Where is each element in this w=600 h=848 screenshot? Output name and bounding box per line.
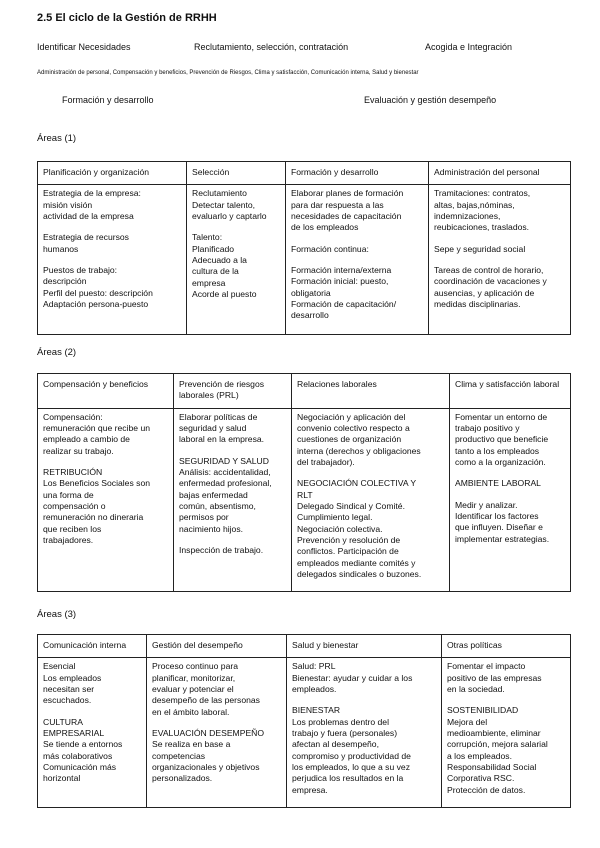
column-header: Compensación y beneficios [38, 374, 174, 409]
table-cell [286, 185, 429, 335]
areas-table-3 [37, 634, 571, 808]
table-cell [292, 408, 450, 591]
column-header: Prevención de riesgos laborales (PRL) [174, 374, 292, 409]
text-line: obligatoria [291, 287, 331, 298]
text-line: Acorde al puesto [192, 289, 257, 300]
text-line: desempeño de las personas [152, 695, 260, 706]
text-line: los empleados, lo que a su vez [292, 762, 410, 773]
text-line: en la sociedad. [447, 684, 505, 695]
text-line: Planificado [192, 243, 235, 254]
table-cell [287, 658, 442, 808]
text-line: positivo de las empresas [447, 672, 542, 683]
text-line: seguridad y salud [179, 423, 247, 434]
text-line: trabajo positivo y [455, 423, 520, 434]
column-header: Formación y desarrollo [286, 162, 429, 185]
text-line: Tramitaciones: contratos, [434, 188, 531, 199]
text-line: Se tiende a entornos [43, 739, 123, 750]
text-line: permisos por [179, 512, 229, 523]
text-line: Adecuado a la [192, 255, 247, 266]
text-line: Salud: PRL [292, 661, 336, 672]
text-line: empresa. [292, 784, 328, 795]
text-line: descripción [43, 276, 87, 287]
text-line: compromiso y productividad de [292, 750, 411, 761]
table-cell [147, 658, 287, 808]
text-line: una forma de [43, 489, 94, 500]
text-line: NEGOCIACIÓN COLECTIVA Y [297, 478, 417, 489]
text-line: más colaborativos [43, 750, 113, 761]
text-line: común, absentismo, [179, 501, 256, 512]
text-line: organizacionales y objetivos [152, 762, 260, 773]
text-line: empleados mediante comités y [297, 557, 416, 568]
areas-table-2 [37, 373, 571, 592]
text-line: tanto a los empleados [455, 445, 540, 456]
text-line: misión visión [43, 199, 93, 210]
column-header: Administración del personal [429, 162, 571, 185]
text-line: Puestos de trabajo: [43, 265, 118, 276]
text-line: convenio colectivo respecto a [297, 423, 410, 434]
text-line: necesitan ser [43, 684, 95, 695]
text-line: Formación inicial: puesto, [291, 276, 389, 287]
table-cell [38, 185, 187, 335]
text-line: Análisis: accidentalidad, [179, 467, 271, 478]
column-header: Gestión del desempeño [147, 635, 287, 658]
text-line: trabajadores. [43, 535, 94, 546]
text-line: Comunicación más [43, 762, 117, 773]
text-line: cuestiones de organización [297, 434, 402, 445]
text-line: horizontal [43, 773, 81, 784]
text-line: Identificar los factores [455, 511, 539, 522]
section-label: Áreas (3) [37, 609, 77, 620]
text-line: interna (derechos y obligaciones [297, 445, 421, 456]
text-line: coordinación de vacaciones y [434, 276, 547, 287]
text-line: personalizados. [152, 773, 213, 784]
column-header: Otras políticas [442, 635, 571, 658]
text-line: Cumplimiento legal. [297, 512, 373, 523]
text-line: EMPRESARIAL [43, 728, 105, 739]
text-line: Medir y analizar. [455, 499, 518, 510]
text-line: remuneración que recibe un [43, 423, 151, 434]
page-title: 2.5 El ciclo de la Gestión de RRHH [37, 12, 217, 24]
table-cell [187, 185, 286, 335]
column-header: Clima y satisfacción laboral [450, 374, 571, 409]
text-line: nacimiento hijos. [179, 523, 244, 534]
text-line: SOSTENIBILIDAD [447, 705, 519, 716]
text-line: desarrollo [291, 310, 329, 321]
text-line: evaluar y potenciar el [152, 684, 234, 695]
text-line: a los empleados. [447, 750, 512, 761]
cycle-step: Evaluación y gestión desempeño [364, 95, 497, 105]
text-line: EVALUACIÓN DESEMPEÑO [152, 728, 265, 739]
text-line: productivo que beneficie [455, 434, 549, 445]
text-line: Se realiza en base a [152, 739, 231, 750]
text-line: Responsabilidad Social [447, 762, 537, 773]
text-line: Elaborar planes de formación [291, 188, 404, 199]
text-line: Estrategia de la empresa: [43, 188, 141, 199]
text-line: Reclutamiento [192, 188, 247, 199]
table-cell [38, 658, 147, 808]
text-line: corrupción, mejora salarial [447, 739, 548, 750]
text-line: que reciben los [43, 523, 102, 534]
text-line: Fomentar un entorno de [455, 411, 548, 422]
text-line: Elaborar políticas de [179, 411, 258, 422]
text-line: RLT [297, 489, 313, 500]
text-line: Prevención y resolución de [297, 535, 401, 546]
text-line: SEGURIDAD Y SALUD [179, 455, 269, 466]
text-line: Esencial [43, 661, 76, 672]
text-line: Corporativa RSC. [447, 773, 515, 784]
table-cell [450, 408, 571, 591]
text-line: que influyen. Diseñar e [455, 522, 543, 533]
section-label: Áreas (1) [37, 133, 77, 144]
text-line: Mejora del [447, 716, 488, 727]
text-line: Negociación colectiva. [297, 523, 383, 534]
text-line: altas, bajas,nóminas, [434, 199, 515, 210]
text-line: Talento: [192, 232, 223, 243]
text-line: Tareas de control de horario, [434, 265, 544, 276]
text-line: como a la organización. [455, 457, 546, 468]
text-line: en el ámbito laboral. [152, 706, 230, 717]
text-line: enfermedad profesional, [179, 478, 272, 489]
column-header: Salud y bienestar [287, 635, 442, 658]
text-line: laboral en la empresa. [179, 434, 265, 445]
text-line: para dar respuesta a las [291, 199, 384, 210]
text-line: empleados. [292, 684, 337, 695]
section-label: Áreas (2) [37, 347, 77, 358]
text-line: escuchados. [43, 695, 92, 706]
text-line: Formación continua: [291, 243, 369, 254]
text-line: afectan al desempeño, [292, 739, 379, 750]
text-line: Los Beneficios Sociales son [43, 478, 151, 489]
text-line: empresa [192, 277, 226, 288]
table-cell [429, 185, 571, 335]
text-line: CULTURA [43, 716, 83, 727]
text-line: Proceso continuo para [152, 661, 238, 672]
cycle-step: Identificar Necesidades [37, 42, 131, 52]
text-line: trabajo y fuera (personales) [292, 728, 398, 739]
text-line: actividad de la empresa [43, 211, 134, 222]
areas-table-1 [37, 161, 571, 335]
text-line: remuneración no dineraria [43, 512, 144, 523]
text-line: RETRIBUCIÓN [43, 467, 103, 478]
text-line: delegados sindicales o buzones. [297, 569, 422, 580]
column-header: Selección [187, 162, 286, 185]
text-line: bajas enfermedad [179, 489, 248, 500]
text-line: conflictos. Participación de [297, 546, 399, 557]
text-line: Compensación: [43, 411, 103, 422]
text-line: medioambiente, eliminar [447, 728, 541, 739]
text-line: BIENESTAR [292, 705, 341, 716]
text-line: Negociación y aplicación del [297, 411, 406, 422]
text-line: necesidades de capacitación [291, 211, 402, 222]
text-line: ausencias, y aplicación de [434, 287, 535, 298]
text-line: evaluarlo y captarlo [192, 211, 267, 222]
cycle-step: Formación y desarrollo [62, 95, 154, 105]
cycle-step: Reclutamiento, selección, contratación [194, 42, 349, 52]
table-cell [174, 408, 292, 591]
text-line: implementar estrategias. [455, 533, 550, 544]
text-line: empleado a cambio de [43, 434, 130, 445]
column-header: Comunicación interna [38, 635, 147, 658]
text-line: medidas disciplinarias. [434, 299, 521, 310]
text-line: humanos [43, 243, 79, 254]
text-line: AMBIENTE LABORAL [455, 478, 541, 489]
text-line: Estrategia de recursos [43, 232, 129, 243]
text-line: Los problemas dentro del [292, 716, 389, 727]
text-line: del trabajador). [297, 457, 355, 468]
table-cell [38, 408, 174, 591]
column-header: Planificación y organización [38, 162, 187, 185]
text-line: compensación o [43, 501, 106, 512]
cycle-step: Acogida e Integración [425, 42, 513, 52]
text-line: cultura de la [192, 266, 239, 277]
text-line: reubicaciones, traslados. [434, 222, 530, 233]
text-line: Fomentar el impacto [447, 661, 526, 672]
text-line: competencias [152, 750, 206, 761]
text-line: Formación interna/externa [291, 265, 392, 276]
text-line: Perfil del puesto: descripción [43, 287, 153, 298]
text-line: Inspección de trabajo. [179, 545, 264, 556]
text-line: planificar, monitorizar, [152, 672, 236, 683]
table-cell [442, 658, 571, 808]
text-line: Adaptación persona-puesto [43, 299, 149, 310]
text-line: Los empleados [43, 672, 102, 683]
text-line: Delegado Sindical y Comité. [297, 501, 405, 512]
text-line: Sepe y seguridad social [434, 243, 526, 254]
text-line: perjudica los resultados en la [292, 773, 404, 784]
column-header: Relaciones laborales [292, 374, 450, 409]
text-line: realizar su trabajo. [43, 445, 114, 456]
text-line: indemnizaciones, [434, 211, 501, 222]
text-line: Formación de capacitación/ [291, 299, 397, 310]
cycle-step-list: Administración de personal, Compensación y beneficios, Prevención de Riesgos, Clima y satisfacción, Comunicación interna, Salud y bienestar [37, 70, 419, 76]
text-line: Protección de datos. [447, 784, 526, 795]
text-line: Detectar talento, [192, 199, 256, 210]
text-line: Bienestar: ayudar y cuidar a los [292, 672, 413, 683]
text-line: de los empleados [291, 222, 359, 233]
